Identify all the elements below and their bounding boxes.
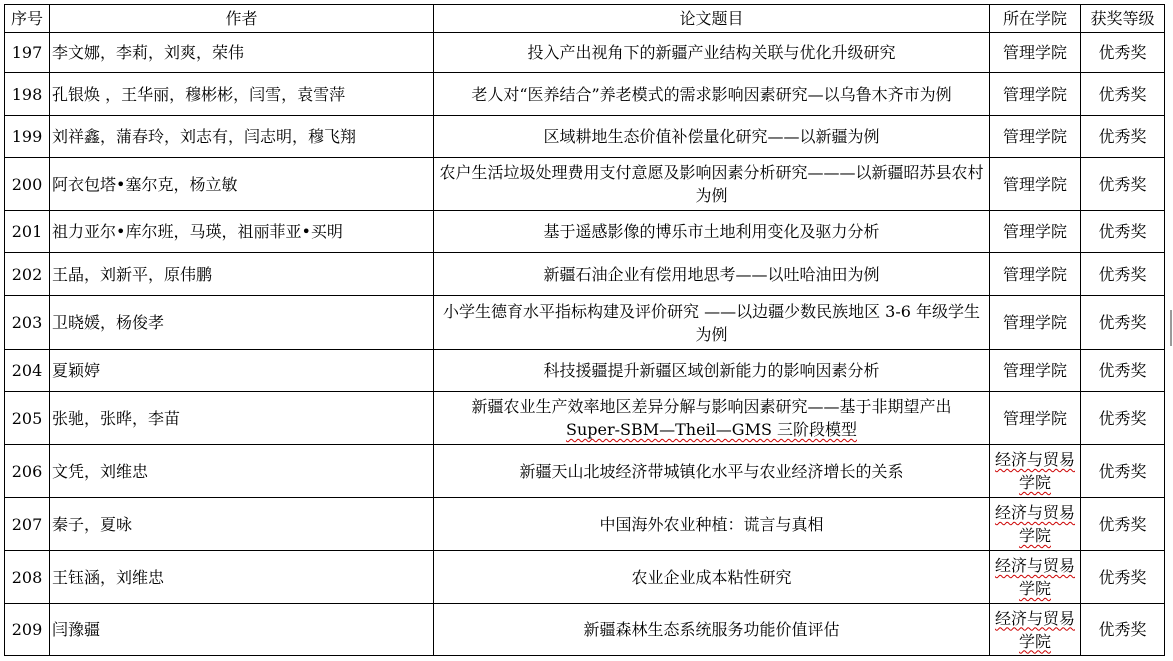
row-college: 管理学院 bbox=[990, 392, 1081, 445]
header-row bbox=[5, 5, 1165, 33]
row-college: 管理学院 bbox=[990, 350, 1081, 392]
row-title: 农户生活垃圾处理费用支付意愿及影响因素分析研究———以新疆昭苏县农村为例 bbox=[434, 158, 990, 211]
table-row bbox=[5, 33, 1165, 73]
table-row bbox=[5, 392, 1165, 445]
row-college: 管理学院 bbox=[990, 296, 1081, 350]
header-college: 所在学院 bbox=[990, 5, 1081, 33]
table-row bbox=[5, 73, 1165, 116]
table-row bbox=[5, 296, 1165, 350]
row-title: 区域耕地生态价值补偿量化研究——以新疆为例 bbox=[434, 116, 990, 158]
row-award: 优秀奖 bbox=[1081, 392, 1165, 445]
table-row bbox=[5, 116, 1165, 158]
table-row bbox=[5, 350, 1165, 392]
row-authors: 王晶，刘新平，原伟鹏 bbox=[50, 253, 434, 296]
row-num: 205 bbox=[5, 392, 50, 445]
row-num: 197 bbox=[5, 33, 50, 73]
row-college-text: 经济与贸易学院 bbox=[994, 556, 1075, 598]
row-num: 199 bbox=[5, 116, 50, 158]
row-num: 209 bbox=[5, 604, 50, 656]
row-title: 新疆森林生态系统服务功能价值评估 bbox=[434, 604, 990, 656]
row-college-text: 经济与贸易学院 bbox=[994, 450, 1075, 492]
row-college: 管理学院 bbox=[990, 158, 1081, 211]
row-authors: 夏颖婷 bbox=[50, 350, 434, 392]
row-title: 基于遥感影像的博乐市土地利用变化及驱力分析 bbox=[434, 211, 990, 253]
table-row bbox=[5, 551, 1165, 604]
row-title bbox=[434, 392, 990, 445]
row-authors: 李文娜，李莉，刘爽，荣伟 bbox=[50, 33, 434, 73]
row-authors: 刘祥鑫，蒲春玲，刘志有，闫志明，穆飞翔 bbox=[50, 116, 434, 158]
row-award: 优秀奖 bbox=[1081, 116, 1165, 158]
row-num: 202 bbox=[5, 253, 50, 296]
row-num: 208 bbox=[5, 551, 50, 604]
row-title-line: Super-SBM—Theil—GMS 三阶段模型 bbox=[565, 420, 858, 439]
row-college: 管理学院 bbox=[990, 253, 1081, 296]
table-row bbox=[5, 253, 1165, 296]
row-num: 206 bbox=[5, 445, 50, 498]
row-num: 200 bbox=[5, 158, 50, 211]
row-college: 管理学院 bbox=[990, 211, 1081, 253]
row-award: 优秀奖 bbox=[1081, 33, 1165, 73]
table-row bbox=[5, 445, 1165, 498]
row-authors: 卫晓媛，杨俊孝 bbox=[50, 296, 434, 350]
table-row bbox=[5, 604, 1165, 656]
row-num: 207 bbox=[5, 498, 50, 551]
row-award: 优秀奖 bbox=[1081, 498, 1165, 551]
row-num: 204 bbox=[5, 350, 50, 392]
row-title: 新疆石油企业有偿用地思考——以吐哈油田为例 bbox=[434, 253, 990, 296]
row-title: 中国海外农业种植：谎言与真相 bbox=[434, 498, 990, 551]
header-num: 序号 bbox=[5, 5, 50, 33]
row-award: 优秀奖 bbox=[1081, 253, 1165, 296]
table-row bbox=[5, 211, 1165, 253]
row-college-text: 经济与贸易学院 bbox=[994, 608, 1075, 651]
table-row bbox=[5, 498, 1165, 551]
row-award: 优秀奖 bbox=[1081, 73, 1165, 116]
row-college: 管理学院 bbox=[990, 116, 1081, 158]
row-college bbox=[990, 498, 1081, 551]
row-authors: 祖力亚尔•库尔班，马瑛，祖丽菲亚•买明 bbox=[50, 211, 434, 253]
header-authors: 作者 bbox=[50, 5, 434, 33]
row-college: 管理学院 bbox=[990, 33, 1081, 73]
row-authors: 阿衣包塔•塞尔克，杨立敏 bbox=[50, 158, 434, 211]
row-authors: 王钰涵，刘维忠 bbox=[50, 551, 434, 604]
header-award: 获奖等级 bbox=[1081, 5, 1165, 33]
row-title: 新疆天山北坡经济带城镇化水平与农业经济增长的关系 bbox=[434, 445, 990, 498]
header-title: 论文题目 bbox=[434, 5, 990, 33]
scrollbar-thumb[interactable] bbox=[1170, 310, 1172, 346]
row-award: 优秀奖 bbox=[1081, 350, 1165, 392]
row-title: 农业企业成本粘性研究 bbox=[434, 551, 990, 604]
row-authors: 孔银焕 ，王华丽，穆彬彬，闫雪，袁雪萍 bbox=[50, 73, 434, 116]
row-authors: 秦子，夏咏 bbox=[50, 498, 434, 551]
row-title: 老人对“医养结合”养老模式的需求影响因素研究—以乌鲁木齐市为例 bbox=[434, 73, 990, 116]
row-title: 科技援疆提升新疆区域创新能力的影响因素分析 bbox=[434, 350, 990, 392]
row-college-text: 经济与贸易学院 bbox=[994, 503, 1075, 545]
row-title: 小学生德育水平指标构建及评价研究 ——以边疆少数民族地区 3-6 年级学生为例 bbox=[434, 296, 990, 350]
row-title-line: 新疆农业生产效率地区差异分解与影响因素研究——基于非期望产出 bbox=[471, 397, 952, 416]
row-award: 优秀奖 bbox=[1081, 445, 1165, 498]
row-award: 优秀奖 bbox=[1081, 296, 1165, 350]
row-college bbox=[990, 445, 1081, 498]
awards-table bbox=[4, 4, 1165, 656]
row-authors: 文凭，刘维忠 bbox=[50, 445, 434, 498]
row-num: 201 bbox=[5, 211, 50, 253]
row-num: 203 bbox=[5, 296, 50, 350]
row-college bbox=[990, 604, 1081, 656]
row-college bbox=[990, 551, 1081, 604]
table-row bbox=[5, 158, 1165, 211]
row-authors: 闫豫疆 bbox=[50, 604, 434, 656]
row-award: 优秀奖 bbox=[1081, 604, 1165, 656]
row-award: 优秀奖 bbox=[1081, 551, 1165, 604]
row-award: 优秀奖 bbox=[1081, 158, 1165, 211]
row-num: 198 bbox=[5, 73, 50, 116]
row-award: 优秀奖 bbox=[1081, 211, 1165, 253]
row-college: 管理学院 bbox=[990, 73, 1081, 116]
row-title: 投入产出视角下的新疆产业结构关联与优化升级研究 bbox=[434, 33, 990, 73]
row-authors: 张驰，张晔，李苗 bbox=[50, 392, 434, 445]
